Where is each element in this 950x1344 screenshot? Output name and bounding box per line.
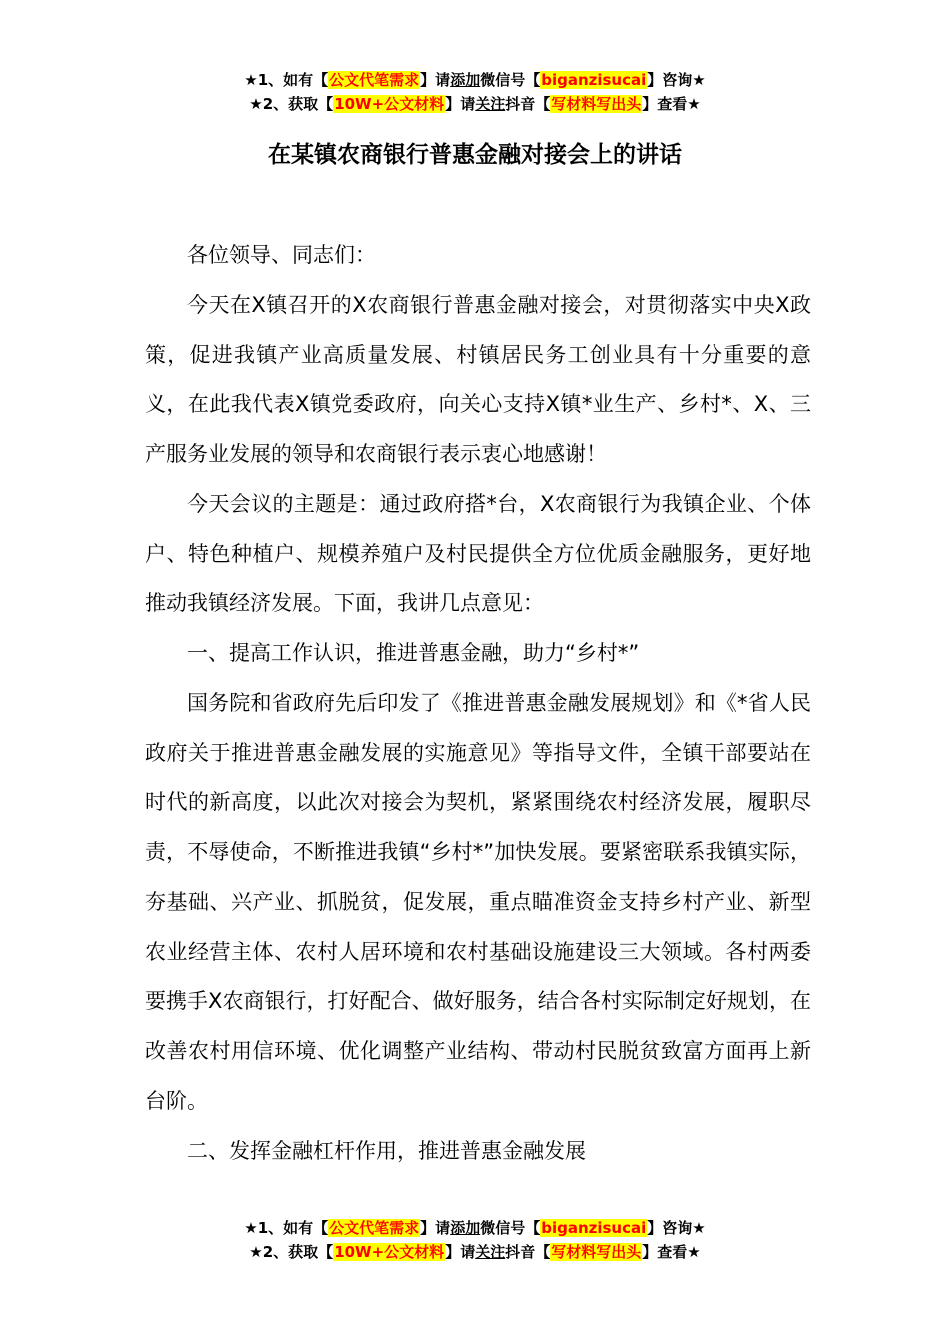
banner-underlined-text: 关注 [475, 1243, 506, 1261]
banner-highlight-douyin-id: 写材料写出头 [551, 95, 642, 113]
header-banner [0, 68, 950, 116]
banner-text: ★1、如有【 [244, 1219, 329, 1237]
banner-highlight: 公文代笔需求 [329, 71, 420, 89]
banner-text: 微信号【 [480, 1219, 541, 1237]
document-title: 在某镇农商银行普惠金融对接会上的讲话 [268, 142, 682, 168]
banner-text: 】查看★ [642, 1243, 701, 1261]
banner-underlined-text: 添加 [450, 71, 481, 89]
document-body [145, 231, 811, 1176]
section-heading: 二、发挥金融杠杆作用，推进普惠金融发展 [187, 1138, 586, 1163]
banner-text: 微信号【 [480, 71, 541, 89]
banner-text: 】咨询★ [647, 1219, 706, 1237]
footer-banner [0, 1216, 950, 1264]
banner-highlight: 10W+公文材料 [334, 1243, 445, 1261]
banner-text: 抖音【 [505, 1243, 551, 1261]
banner-text: 】请 [420, 1219, 451, 1237]
banner-text: ★2、获取【 [249, 95, 334, 113]
body-paragraph: 今天在X镇召开的X农商银行普惠金融对接会，对贯彻落实中央X政策，促进我镇产业高质量发展、村镇居民务工创业具有十分重要的意义，在此我代表X镇党委政府，向关心支持X镇*业生产、乡村*、X、三产服务业发展的领导和农商银行表示衷心地感谢！ [145, 292, 811, 466]
banner-text: 】请 [420, 71, 451, 89]
section-heading: 一、提高工作认识，推进普惠金融，助力“乡村*” [187, 641, 640, 665]
header-banner-line-2 [0, 92, 950, 116]
banner-highlight-wechat-id: biganzisucai [541, 1219, 647, 1237]
banner-text: 】请 [445, 95, 476, 113]
banner-text: 抖音【 [505, 95, 551, 113]
footer-banner-line-2 [0, 1240, 950, 1264]
banner-underlined-text: 关注 [475, 95, 506, 113]
body-paragraph: 国务院和省政府先后印发了《推进普惠金融发展规划》和《*省人民政府关于推进普惠金融发展的实施意见》等指导文件，全镇干部要站在时代的新高度，以此次对接会为契机，紧紧围绕农村经济发展，履职尽责，不辱使命，不断推进我镇“乡村*”加快发展。要紧密联系我镇实际，夯基础、兴产业、抓脱贫，促发展，重点瞄准资金支持乡村产业、新型农业经营主体、农村人居环境和农村基础设施建设三大领域。各村两委要携手X农商银行，打好配合、做好服务，结合各村实际制定好规划，在改善农村用信环境、优化调整产业结构、带动村民脱贫致富方面再上新台阶。 [145, 690, 811, 1113]
salutation: 各位领导、同志们： [187, 243, 376, 267]
banner-text: ★2、获取【 [249, 1243, 334, 1261]
banner-highlight-douyin-id: 写材料写出头 [551, 1243, 642, 1261]
banner-highlight: 10W+公文材料 [334, 95, 445, 113]
header-banner-line-1 [0, 68, 950, 92]
banner-text: 】请 [445, 1243, 476, 1261]
banner-text: 】咨询★ [647, 71, 706, 89]
banner-highlight-wechat-id: biganzisucai [541, 71, 647, 89]
footer-banner-line-1 [0, 1216, 950, 1240]
banner-text: ★1、如有【 [244, 71, 329, 89]
banner-text: 】查看★ [642, 95, 701, 113]
body-paragraph: 今天会议的主题是：通过政府搭*台，X农商银行为我镇企业、个体户、特色种植户、规模养殖户及村民提供全方位优质金融服务，更好地推动我镇经济发展。下面，我讲几点意见： [145, 491, 811, 616]
banner-highlight: 公文代笔需求 [329, 1219, 420, 1237]
banner-underlined-text: 添加 [450, 1219, 481, 1237]
